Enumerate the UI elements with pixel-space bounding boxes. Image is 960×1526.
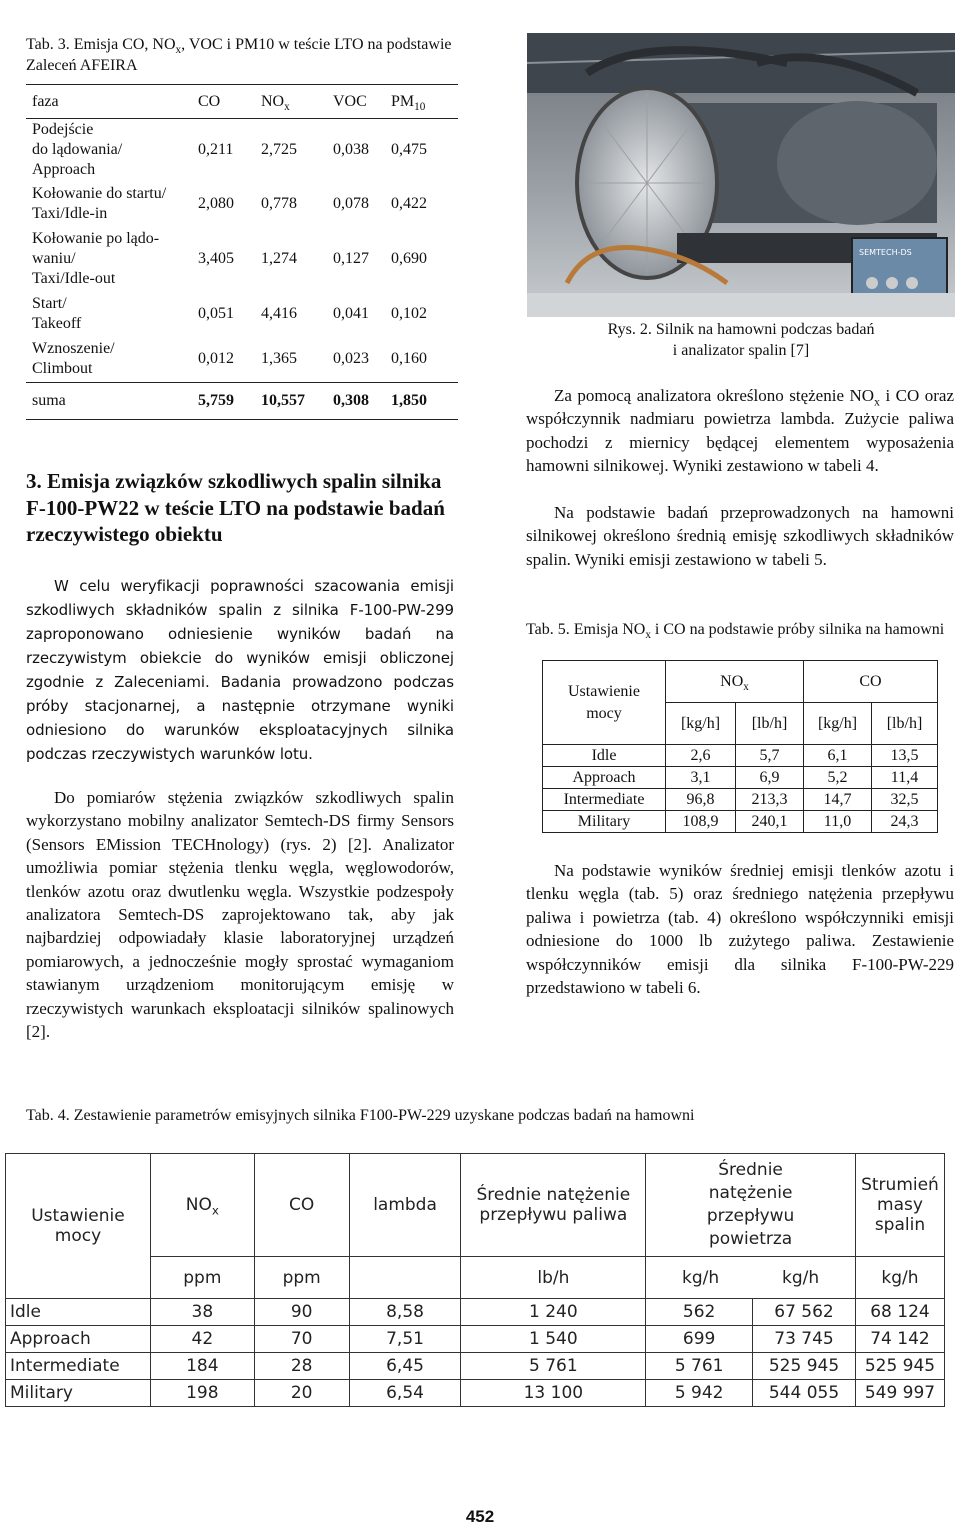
cell: 6,9	[736, 767, 804, 789]
cell: 24,3	[872, 811, 938, 833]
cell: 562	[646, 1299, 753, 1326]
cell: 67 562	[753, 1299, 856, 1326]
cell: 0,308	[327, 383, 385, 420]
cell: 198	[150, 1380, 254, 1407]
right-paragraph-1: Za pomocą analizatora określono stężenie $NO_x$ i CO oraz współczynnik nadmiaru powietrza lambda. Zużycie paliwa pochodzi z miernicy będącej elementem wyposażenia hamowni silnikowej. Wyniki zestawiono w tabeli 4.	[526, 386, 954, 476]
cell: 20	[254, 1380, 349, 1407]
cell: 7,51	[349, 1326, 461, 1353]
cell: 0,422	[391, 194, 427, 212]
cell: 0,160	[391, 350, 427, 368]
table4-caption: Tab. 4. Zestawienie parametrów emisyjnych silnika F100-PW-229 uzyskane podczas badań na hamowni	[26, 1107, 695, 1124]
cell: 13 100	[461, 1380, 646, 1407]
section-paragraph-1: W celu weryfikacji poprawności szacowania emisji szkodliwych składników spalin z silnika F-100-PW-299 zaproponowano odniesienie wyników badań na rzeczywistym obiekcie do wyników emisji obliczonej zgodnie z Zaleceniami. Badania prowadzono podczas próby stacjonarnej, a następnie otrzymane wyniki odniesiono do warunków eksploatacyjnych silnika podczas rzeczywistych warunków lotu.	[26, 577, 454, 763]
cell: 5 942	[646, 1380, 753, 1407]
device-label: SEMTECH-DS	[859, 248, 912, 257]
row-label: Idle	[543, 745, 666, 767]
table3-sum-row	[26, 383, 458, 420]
cell: 5 761	[646, 1353, 753, 1380]
table-row	[6, 1353, 945, 1380]
cell: 0,023	[333, 350, 369, 368]
cell: 3,1	[666, 767, 736, 789]
page-number: 452	[465, 1507, 495, 1526]
cell: 1 240	[461, 1299, 646, 1326]
cell: 5,7	[736, 745, 804, 767]
cell: 5,759	[192, 383, 255, 420]
cell: 68 124	[855, 1299, 944, 1326]
cell: 1 540	[461, 1326, 646, 1353]
cell: 6,45	[349, 1353, 461, 1380]
unit-cell: ppm	[254, 1257, 349, 1299]
cell: 4,416	[261, 304, 297, 322]
unit-cell: [kg/h]	[666, 703, 736, 745]
row-label: Podejście do lądowania/ Approach	[32, 120, 123, 178]
cell: 6,1	[804, 745, 872, 767]
cell: 5 761	[461, 1353, 646, 1380]
cell: 108,9	[666, 811, 736, 833]
cell: 3,405	[198, 249, 234, 267]
header-nox: $NO_x$	[150, 1154, 254, 1257]
cell: 70	[254, 1326, 349, 1353]
cell: 8,58	[349, 1299, 461, 1326]
cell: 0,778	[261, 194, 297, 212]
table4	[5, 1153, 945, 1407]
header-co: CO	[192, 85, 255, 119]
cell: 0,012	[198, 350, 234, 368]
table-row	[26, 119, 458, 181]
cell: 549 997	[855, 1380, 944, 1407]
cell: 10,557	[255, 383, 327, 420]
unit-cell: kg/h	[855, 1257, 944, 1299]
table5-caption: Tab. 5. Emisja $NO_x$ i CO na podstawie próby silnika na hamowni	[526, 621, 945, 642]
cell: 1,365	[261, 350, 297, 368]
header-air-flow: Średnie natężenie przepływu powietrza	[646, 1154, 856, 1257]
cell: 42	[150, 1326, 254, 1353]
header-faza: faza	[26, 85, 192, 119]
cell: 96,8	[666, 789, 736, 811]
table-row	[543, 745, 938, 767]
row-label: Wznoszenie/ Climbout	[32, 340, 115, 378]
cell: 28	[254, 1353, 349, 1380]
table-row	[543, 767, 938, 789]
cell: 90	[254, 1299, 349, 1326]
table3-caption: Tab. 3. Emisja CO, $NO_x$, VOC i PM10 w teście LTO na podstawie Zaleceń AFEIRA	[26, 36, 452, 74]
header-exhaust-flow: Strumień masy spalin	[855, 1154, 944, 1257]
cell: 525 945	[855, 1353, 944, 1380]
table-row	[26, 227, 458, 291]
row-label: Military	[543, 811, 666, 833]
figure2-caption: Rys. 2. Silnik na hamowni podczas badań i analizator spalin [7]	[607, 321, 875, 359]
cell: 0,102	[391, 304, 427, 322]
table5	[542, 660, 938, 833]
header-lambda: lambda	[349, 1154, 461, 1257]
cell: 5,2	[804, 767, 872, 789]
cell: 525 945	[753, 1353, 856, 1380]
table3	[26, 84, 458, 420]
row-label: Intermediate	[543, 789, 666, 811]
cell: 699	[646, 1326, 753, 1353]
cell: 0,038	[333, 140, 369, 158]
header-co: CO	[804, 661, 938, 703]
sum-label: suma	[26, 383, 192, 420]
row-label: Idle	[6, 1299, 151, 1326]
row-label: Approach	[543, 767, 666, 789]
unit-cell: [kg/h]	[804, 703, 872, 745]
cell: 2,725	[261, 140, 297, 158]
engine-photo-drawing	[527, 33, 955, 317]
unit-cell: [lb/h]	[872, 703, 938, 745]
header-power-setting: Ustawienie mocy	[543, 661, 666, 745]
cell: 73 745	[753, 1326, 856, 1353]
cell: 38	[150, 1299, 254, 1326]
cell: 11,0	[804, 811, 872, 833]
table-row	[543, 811, 938, 833]
row-label: Approach	[6, 1326, 151, 1353]
section-paragraph-2: Do pomiarów stężenia związków szkodliwych spalin wykorzystano mobilny analizator Semtech-DS firmy Sensors (Sensors EMission TECHnology) (rys. 2) [2]. Analizator umożliwia pomiar stężenia tlenku węgla, węglowodorów, tlenków azotu oraz dwutlenku węgla. Wszystkie podzespoły analizatora Semtech-DS zaprojektowano tak, aby jak najbardziej odpowiadały klasie laboratoryjnej urządzeń pomiarowych, a jednocześnie mogły sprostać wymaganiom stawianym urządzeniom monitorującym emisję w rzeczywistych warunkach eksploatacji silników spalinowych [2].	[26, 788, 454, 1042]
cell: 6,54	[349, 1380, 461, 1407]
header-nox: $NO_x$	[255, 85, 327, 119]
header-nox: $NO_x$	[666, 661, 804, 703]
cell: 0,041	[333, 304, 369, 322]
cell: 184	[150, 1353, 254, 1380]
table-row	[26, 337, 458, 383]
cell: 1,274	[261, 249, 297, 267]
header-co: CO	[254, 1154, 349, 1257]
cell: 74 142	[855, 1326, 944, 1353]
right-paragraph-2: Na podstawie badań przeprowadzonych na hamowni silnikowej określono średnią emisję szkodliwych składników spalin. Wyniki emisji zestawiono w tabeli 5.	[526, 503, 954, 569]
row-label: Kołowanie do startu/ Taxi/Idle-in	[32, 184, 167, 222]
table-row	[26, 181, 458, 227]
header-voc: VOC	[327, 85, 385, 119]
header-fuel-flow: Średnie natężenie przepływu paliwa	[461, 1154, 646, 1257]
cell: 544 055	[753, 1380, 856, 1407]
table-row	[26, 291, 458, 337]
table3-header-row	[26, 85, 458, 119]
cell: 0,127	[333, 249, 369, 267]
cell: 213,3	[736, 789, 804, 811]
table-row	[6, 1380, 945, 1407]
header-pm: $PM_{10}$	[385, 85, 458, 119]
cell: 11,4	[872, 767, 938, 789]
unit-cell-pair: kg/h kg/h	[646, 1257, 856, 1299]
cell: 0,078	[333, 194, 369, 212]
unit-cell: lb/h	[461, 1257, 646, 1299]
cell: 0,051	[198, 304, 234, 322]
table-row	[543, 789, 938, 811]
cell: 32,5	[872, 789, 938, 811]
section-heading: 3. Emisja związków szkodliwych spalin silnika F-100-PW22 w teście LTO na podstawie badań rzeczywistego obiektu	[26, 469, 445, 546]
cell: 0,475	[391, 140, 427, 158]
cell: 240,1	[736, 811, 804, 833]
table-row	[6, 1326, 945, 1353]
right-paragraph-3: Na podstawie wyników średniej emisji tlenków azotu i tlenku węgla (tab. 5) oraz średniego natężenia przepływu paliwa i powietrza (tab. 4) określono współczynniki emisji odniesione do 1000 lb zużytego paliwa. Zestawienie współczynników emisji dla silnika F-100-PW-229 przedstawiono w tabeli 6.	[526, 861, 954, 998]
unit-cell: [lb/h]	[736, 703, 804, 745]
cell: 0,211	[198, 140, 234, 158]
row-label: Start/ Takeoff	[32, 294, 82, 332]
cell: 1,850	[385, 383, 458, 420]
unit-cell-empty	[349, 1257, 461, 1299]
unit-cell: ppm	[150, 1257, 254, 1299]
row-label: Intermediate	[6, 1353, 151, 1380]
cell: 14,7	[804, 789, 872, 811]
row-label: Military	[6, 1380, 151, 1407]
cell: 2,6	[666, 745, 736, 767]
row-label: Kołowanie po lądo- waniu/ Taxi/Idle-out	[32, 229, 160, 287]
engine-test-cell-photo	[527, 33, 955, 317]
cell: 0,690	[391, 249, 427, 267]
cell: 13,5	[872, 745, 938, 767]
cell: 2,080	[198, 194, 234, 212]
header-power-setting: Ustawienie mocy	[6, 1154, 151, 1299]
table-row	[6, 1299, 945, 1326]
